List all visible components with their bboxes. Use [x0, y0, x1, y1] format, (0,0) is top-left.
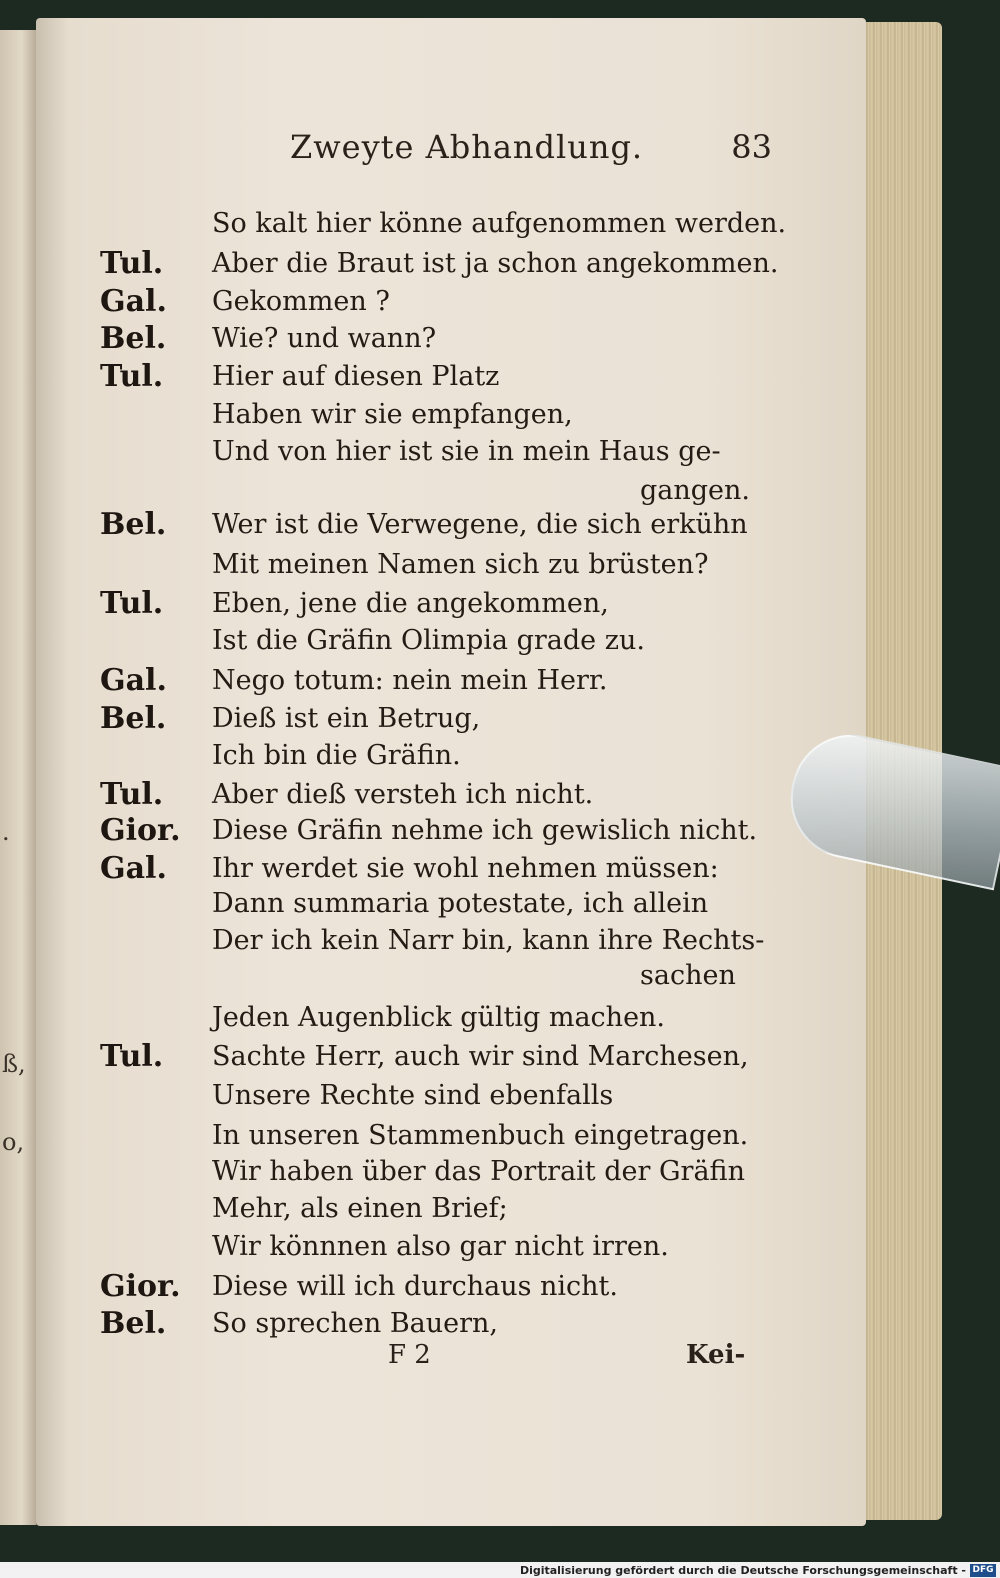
verse-line: Ist die Gräfin Olimpia grade zu.: [212, 625, 645, 656]
dfg-logo: DFG: [970, 1564, 996, 1577]
page-number: 83: [731, 128, 772, 166]
speaker-label: Bel.: [100, 507, 167, 542]
verse-line: Sachte Herr, auch wir sind Marchesen,: [212, 1041, 749, 1072]
verse-line: So kalt hier könne aufgenommen werden.: [212, 208, 787, 239]
verse-line: Eben, jene die angekommen,: [212, 588, 609, 619]
speaker-label: Gal.: [100, 663, 167, 698]
running-header: [290, 128, 790, 178]
verse-line: Gekommen ?: [212, 286, 390, 317]
speaker-label: Tul.: [100, 246, 164, 281]
verse-line: Haben wir sie empfangen,: [212, 399, 573, 430]
speaker-label: Bel.: [100, 701, 167, 736]
credit-text: Digitalisierung gefördert durch die Deutsche Forschungsgemeinschaft -: [519, 1564, 966, 1577]
verse-line: Mit meinen Namen sich zu brüsten?: [212, 549, 709, 580]
verse-runover: gangen.: [640, 475, 751, 506]
verse-line: Der ich kein Narr bin, kann ihre Rechts-: [212, 925, 765, 956]
speaker-label: Bel.: [100, 1306, 167, 1341]
verse-line: Mehr, als einen Brief;: [212, 1193, 508, 1224]
left-page-fragment: ß,: [2, 1050, 26, 1078]
speaker-label: Gior.: [100, 1269, 181, 1304]
verse-line: Wir könnnen also gar nicht irren.: [212, 1231, 669, 1262]
speaker-label: Gior.: [100, 813, 181, 848]
speaker-label: Tul.: [100, 359, 164, 394]
verse-line: Jeden Augenblick gültig machen.: [212, 1002, 666, 1033]
verse-runover: sachen: [640, 960, 736, 991]
verse-line: Und von hier ist sie in mein Haus ge-: [212, 436, 721, 467]
verse-line: Ich bin die Gräfin.: [212, 740, 461, 771]
speaker-label: Gal.: [100, 851, 167, 886]
speaker-label: Bel.: [100, 321, 167, 356]
verse-line: Diese will ich durchaus nicht.: [212, 1271, 618, 1302]
verse-line: Aber die Braut ist ja schon angekommen.: [212, 248, 779, 279]
speaker-label: Tul.: [100, 586, 164, 621]
catchword: Kei-: [686, 1340, 746, 1370]
verse-line: Aber dieß versteh ich nicht.: [212, 779, 594, 810]
verse-line: Dann summaria potestate, ich allein: [212, 888, 709, 919]
speaker-label: Tul.: [100, 777, 164, 812]
verse-line: So sprechen Bauern,: [212, 1308, 499, 1339]
verse-line: Nego totum: nein mein Herr.: [212, 665, 608, 696]
credit-bar: [0, 1562, 1000, 1578]
running-title: Zweyte Abhandlung.: [290, 128, 644, 166]
left-page-fragment: o,: [2, 1128, 25, 1156]
left-page-edge: [0, 30, 38, 1525]
verse-line: Diese Gräfin nehme ich gewislich nicht.: [212, 815, 758, 846]
verse-line: Wie? und wann?: [212, 323, 437, 354]
speaker-label: Tul.: [100, 1039, 164, 1074]
verse-line: Wir haben über das Portrait der Gräfin: [212, 1156, 745, 1187]
verse-line: Dieß ist ein Betrug,: [212, 703, 481, 734]
verse-line: Hier auf diesen Platz: [212, 361, 500, 392]
speaker-label: Gal.: [100, 284, 167, 319]
left-page-fragment: .: [2, 818, 10, 846]
verse-line: Ihr werdet sie wohl nehmen müssen:: [212, 853, 719, 884]
signature-mark: F 2: [388, 1340, 431, 1370]
verse-line: In unseren Stammenbuch eingetragen.: [212, 1120, 749, 1151]
verse-line: Unsere Rechte sind ebenfalls: [212, 1080, 614, 1111]
verse-line: Wer ist die Verwegene, die sich erkühn: [212, 509, 748, 540]
